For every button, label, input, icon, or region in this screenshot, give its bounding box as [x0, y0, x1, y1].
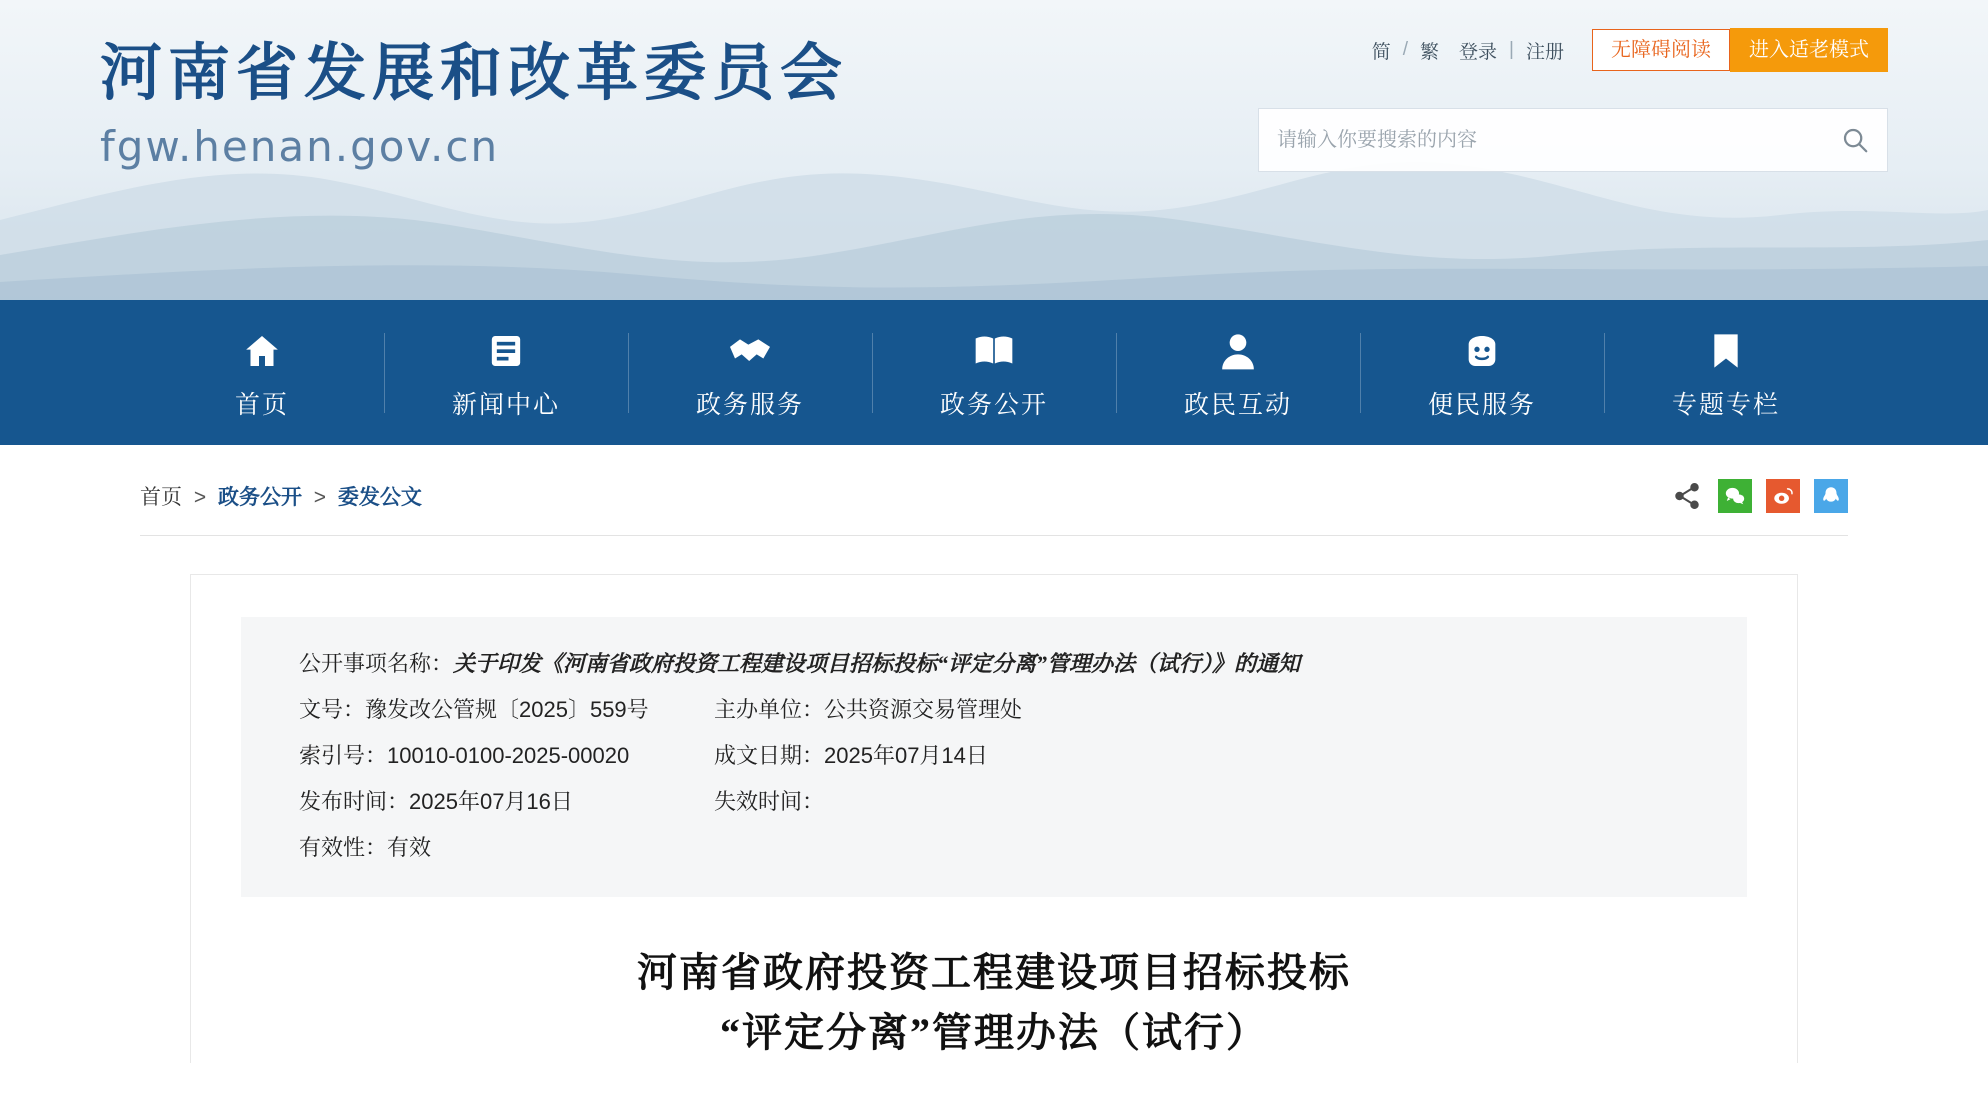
lang-separator: /	[1402, 39, 1409, 60]
site-title: 河南省发展和改革委员会	[100, 36, 849, 109]
bookmark-icon	[1708, 325, 1744, 371]
meta-row-index	[299, 739, 1689, 773]
page-content	[0, 445, 1988, 1063]
search-icon	[1840, 125, 1870, 155]
breadcrumb-level2[interactable]: 政务公开	[217, 486, 302, 509]
meta-label-name: 公开事项名称：	[299, 651, 454, 676]
home-icon	[240, 325, 284, 371]
nav-label: 政务公开	[939, 390, 1048, 419]
share-qq-icon[interactable]	[1814, 479, 1848, 513]
meta-value-organizer: 公共资源交易管理处	[824, 697, 1023, 723]
nav-item-government-disclosure[interactable]	[872, 325, 1116, 421]
meta-row-publish	[299, 785, 1689, 819]
nav-item-home[interactable]	[140, 325, 384, 421]
search-input[interactable]	[1259, 109, 1823, 171]
book-icon	[971, 325, 1017, 371]
meta-label-expire: 失效时间：	[714, 789, 825, 815]
accessibility-button[interactable]: 无障碍阅读	[1592, 29, 1730, 71]
breadcrumb-separator: >	[313, 486, 327, 509]
site-url: fgw.henan.gov.cn	[100, 122, 500, 172]
breadcrumb-row	[0, 445, 1988, 513]
elder-mode-button[interactable]: 进入适老模式	[1730, 28, 1888, 72]
meta-label-docnum: 文号：	[299, 697, 366, 723]
meta-cell-publish	[299, 785, 714, 819]
document-title-line1: 河南省政府投资工程建设项目招标投标	[637, 950, 1351, 996]
user-icon	[1219, 325, 1257, 371]
nav-item-special-columns[interactable]	[1604, 325, 1848, 421]
meta-value-index: 10010-0100-2025-00020	[387, 743, 630, 769]
meta-label-organizer: 主办单位：	[714, 697, 825, 723]
news-icon	[486, 325, 526, 371]
meta-label-written-date: 成文日期：	[714, 743, 825, 769]
meta-value-docnum: 豫发改公管规〔2025〕559号	[365, 697, 649, 723]
search-box[interactable]	[1258, 108, 1888, 172]
breadcrumb-home[interactable]: 首页	[140, 486, 182, 509]
nav-item-government-services[interactable]	[628, 325, 872, 421]
search-button[interactable]	[1823, 109, 1887, 171]
lang-simplified-link[interactable]: 简	[1371, 41, 1391, 63]
nav-label: 新闻中心	[451, 390, 560, 419]
meta-row-name	[299, 647, 1689, 681]
lang-traditional-link[interactable]: 繁	[1420, 41, 1440, 63]
login-link[interactable]: 登录	[1459, 41, 1498, 63]
account-separator: |	[1509, 39, 1514, 60]
share-row	[1670, 479, 1848, 513]
document-title	[241, 943, 1747, 1063]
site-banner	[0, 0, 1988, 300]
meta-label-publish: 发布时间：	[299, 789, 410, 815]
nav-label: 政务服务	[695, 390, 804, 419]
breadcrumb-level3[interactable]: 委发公文	[337, 486, 422, 509]
share-nodes-icon[interactable]	[1670, 479, 1704, 513]
meta-cell-organizer	[714, 693, 1022, 727]
meta-value-written-date: 2025年07月14日	[824, 743, 988, 769]
meta-label-validity: 有效性：	[299, 835, 388, 861]
meta-row-docnum	[299, 693, 1689, 727]
document-title-line2: “评定分离”管理办法（试行）	[720, 1010, 1268, 1056]
nav-label: 政民互动	[1183, 390, 1292, 419]
nav-item-citizen-interaction[interactable]	[1116, 325, 1360, 421]
document-card	[190, 574, 1798, 1063]
meta-cell-expire	[714, 785, 824, 819]
utility-bar	[1362, 28, 1888, 72]
nav-label: 首页	[234, 390, 289, 419]
meta-cell-written-date	[714, 739, 988, 773]
register-link[interactable]: 注册	[1525, 41, 1564, 63]
smile-icon	[1461, 325, 1503, 371]
meta-value-validity: 有效	[387, 835, 432, 861]
meta-value-publish: 2025年07月16日	[409, 789, 573, 815]
meta-cell-docnum	[299, 693, 714, 727]
main-navigation	[0, 300, 1988, 445]
nav-item-news-center[interactable]	[384, 325, 628, 421]
meta-row-validity	[299, 831, 1689, 865]
share-weibo-icon[interactable]	[1766, 479, 1800, 513]
meta-cell-index	[299, 739, 714, 773]
handshake-icon	[726, 325, 774, 371]
document-metadata	[241, 617, 1747, 897]
meta-value-name: 关于印发《河南省政府投资工程建设项目招标投标“评定分离”管理办法（试行）》的通知	[453, 651, 1301, 676]
nav-label: 专题专栏	[1671, 390, 1780, 419]
meta-label-index: 索引号：	[299, 743, 388, 769]
breadcrumb-divider	[140, 535, 1848, 536]
nav-label: 便民服务	[1427, 390, 1536, 419]
site-logo[interactable]	[100, 36, 848, 171]
share-wechat-icon[interactable]	[1718, 479, 1752, 513]
nav-item-convenience-services[interactable]	[1360, 325, 1604, 421]
breadcrumb	[140, 481, 422, 511]
breadcrumb-separator: >	[193, 486, 207, 509]
